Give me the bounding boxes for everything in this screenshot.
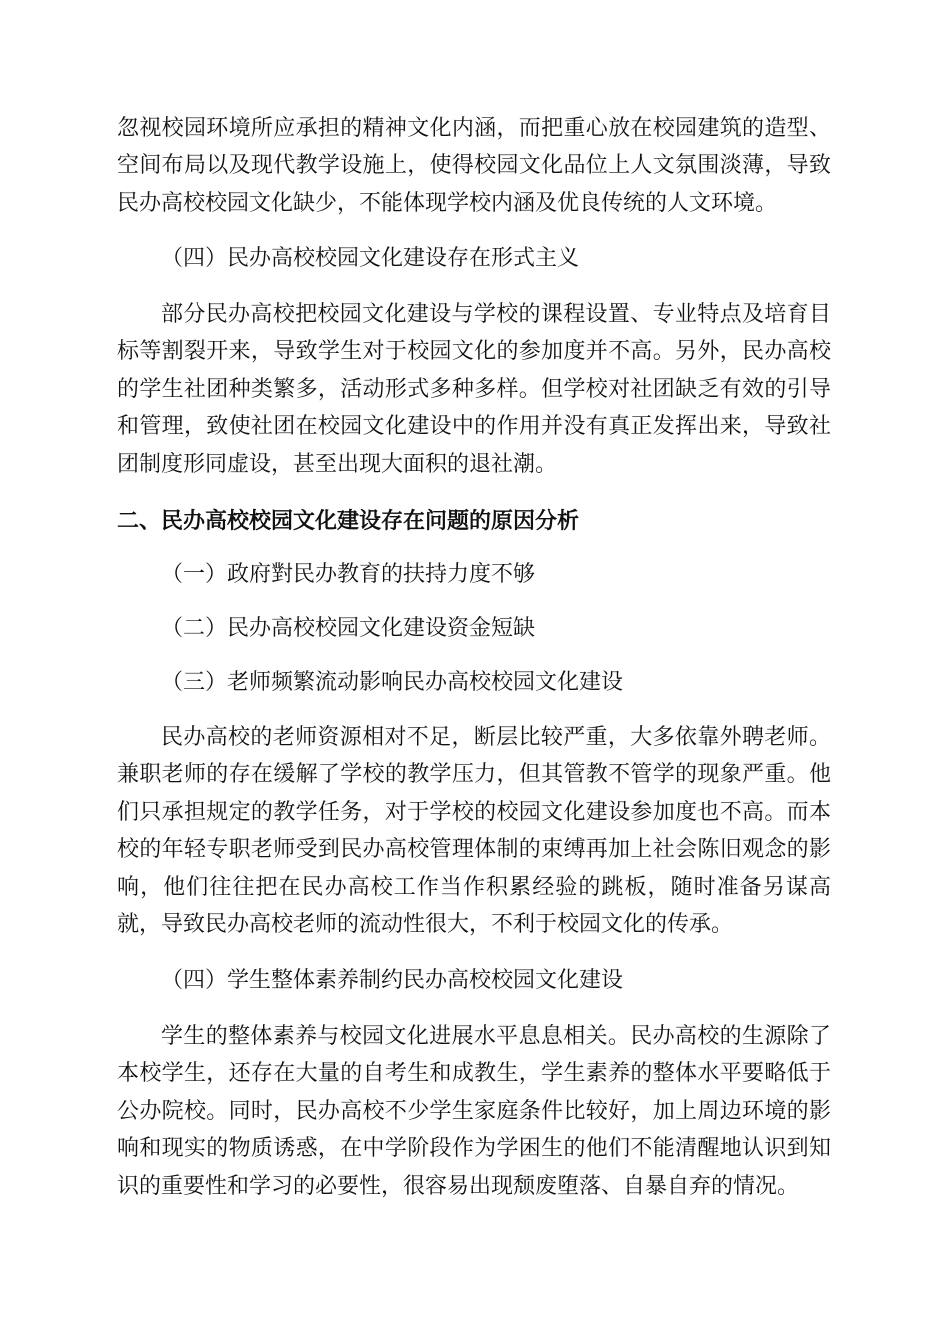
paragraph-continued: 忽视校园环境所应承担的精神文化内涵，而把重心放在校园建筑的造型、空间布局以及现代教学设施上，使得校园文化品位上人文氛围淡薄，导致民办高校校园文化缺少，不能体现学校内涵及优良传统的人文环境。	[117, 116, 831, 216]
paragraph-formalism: 部分民办高校把校园文化建设与学校的课程设置、专业特点及培育目标等割裂开来，导致学生对于校园文化的参加度并不高。另外，民办高校的学生社团种类繁多，活动形式多种多样。但学校对社团缺乏有效的引导和管理，致使社团在校园文化建设中的作用并没有真正发挥出来，导致社团制度形同虚设，甚至出现大面积的退社潮。	[117, 302, 831, 477]
subheading-student-quality: （四）学生整体素养制约民办高校校园文化建设	[161, 968, 624, 993]
paragraph-student-quality: 学生的整体素养与校园文化进展水平息息相关。民办高校的生源除了本校学生，还存在大量的自考生和成教生，学生素养的整体水平要略低于公办院校。同时，民办高校不少学生家庭条件比较好，加上周边环境的影响和现实的物质诱惑，在中学阶段作为学困生的他们不能清醒地认识到知识的重要性和学习的必要性，很容易出现颓废堕落、自暴自弃的情况。	[117, 1024, 831, 1199]
section-heading-causes: 二、民办高校校园文化建设存在问题的原因分析	[117, 508, 580, 534]
subheading-funding-shortage: （二）民办高校校园文化建设资金短缺	[161, 616, 536, 641]
paragraph-teacher-turnover: 民办高校的老师资源相对不足，断层比较严重，大多依靠外聘老师。兼职老师的存在缓解了学校的教学压力，但其管教不管学的现象严重。他们只承担规定的教学任务，对于学校的校园文化建设参加度也不高。而本校的年轻专职老师受到民办高校管理体制的束缚再加上社会陈旧观念的影响，他们往往把在民办高校工作当作积累经验的跳板，随时准备另谋高就，导致民办高校老师的流动性很大，不利于校园文化的传承。	[117, 725, 831, 938]
subheading-formalism: （四）民办高校校园文化建设存在形式主义	[161, 246, 580, 271]
subheading-teacher-turnover: （三）老师频繁流动影响民办高校校园文化建设	[161, 670, 624, 695]
subheading-government-support: （一）政府對民办教育的扶持力度不够	[161, 562, 536, 587]
